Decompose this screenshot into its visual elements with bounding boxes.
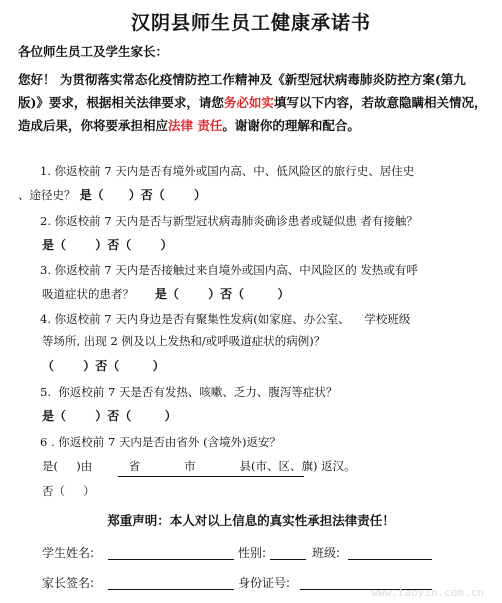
- question-6-text: 6 . 你返校前 7 天内是否由省外 (含境外)返安？: [40, 435, 282, 449]
- gender-field[interactable]: [270, 559, 306, 560]
- watermark: www.taoyin.com.cn: [371, 586, 484, 599]
- question-1-text-2: 、途径史？: [18, 188, 76, 202]
- question-6: [40, 431, 281, 453]
- page-title: 汉阴县师生员工健康承诺书: [130, 12, 371, 34]
- question-3-cont: [42, 283, 290, 305]
- intro-paragraph: [18, 68, 488, 137]
- question-2: [40, 210, 418, 232]
- question-5-answer-row: [42, 405, 177, 427]
- question-1-cont: [18, 184, 206, 206]
- question-6-no-text: 否（ ）: [42, 484, 95, 498]
- question-1-answer[interactable]: 是（ ）否（ ）: [75, 188, 206, 202]
- question-4-text-2: 等场所, 出现 2 例及以上发热和/或呼吸道症状的病例)？: [42, 334, 326, 348]
- question-1: [40, 160, 414, 182]
- question-5: [40, 381, 337, 403]
- question-2-text: 2. 你返校前 7 天内是否与新型冠状病毒肺炎确诊患者或疑似患 者有接触？: [40, 214, 418, 228]
- question-6-yes-text: 是( )由 省 市 县(市、区、旗) 返汉。: [42, 459, 356, 473]
- id-number-label: 身份证号:: [238, 576, 291, 590]
- question-5-text: 5. 你返校前 7 天是否有发热、咳嗽、乏力、腹泻等症状？: [40, 385, 338, 399]
- question-6-no-row[interactable]: [42, 480, 95, 502]
- intro-emphasis-1: 务必如实: [223, 95, 274, 110]
- declaration: 郑重声明：本人对以上信息的真实性承担法律责任！: [107, 513, 395, 528]
- question-6-fill-line: [118, 476, 304, 477]
- gender-label: 性别:: [238, 546, 267, 560]
- question-3-answer[interactable]: 是（ ）否（ ）: [134, 287, 290, 301]
- question-6-yes-row[interactable]: [42, 455, 356, 477]
- question-2-answer-row: [42, 234, 173, 256]
- student-name-field[interactable]: [108, 559, 234, 560]
- student-name-label: 学生姓名:: [42, 546, 95, 560]
- question-4: [40, 308, 410, 330]
- intro-emphasis-2: 法律 责任: [168, 118, 223, 133]
- question-1-text: 1. 你返校前 7 天内是否有境外或国内高、中、低风险区的旅行史、居住史: [40, 164, 415, 178]
- question-4-cont: [42, 330, 325, 352]
- question-3: [40, 259, 418, 281]
- question-4-answer[interactable]: （ ）否（ ）: [42, 359, 165, 373]
- question-4-text: 4. 你返校前 7 天内身边是否有聚集性发病(如家庭、办公室、 学校班级: [40, 312, 411, 326]
- question-3-text-2: 吸道症状的患者？: [42, 287, 134, 301]
- intro-text-3: 。谢谢你的理解和配合。: [222, 118, 360, 133]
- parent-sign-label: 家长签名:: [42, 576, 95, 590]
- question-5-answer[interactable]: 是（ ）否（ ）: [42, 409, 177, 423]
- question-2-answer[interactable]: 是（ ）否（ ）: [42, 238, 173, 252]
- greeting: 各位师生员工及学生家长：: [18, 44, 169, 59]
- question-4-answer-row: [42, 355, 165, 377]
- parent-sign-field[interactable]: [108, 589, 234, 590]
- question-3-text: 3. 你返校前 7 天内是否接触过来自境外或国内高、中风险区的 发热或有呼: [40, 263, 418, 277]
- intro-text-2: 填写以下内容，若故意隐瞒相关情况，造成后果，你将要承担相应: [18, 95, 487, 133]
- class-label: 班级:: [312, 546, 341, 560]
- class-field[interactable]: [348, 559, 432, 560]
- intro-text-1: 您好！ 为贯彻落实常态化疫情防控工作精神及《新型冠状病毒肺炎防控方案(第九版)》要求，根据相关法律要求，请您: [18, 72, 466, 110]
